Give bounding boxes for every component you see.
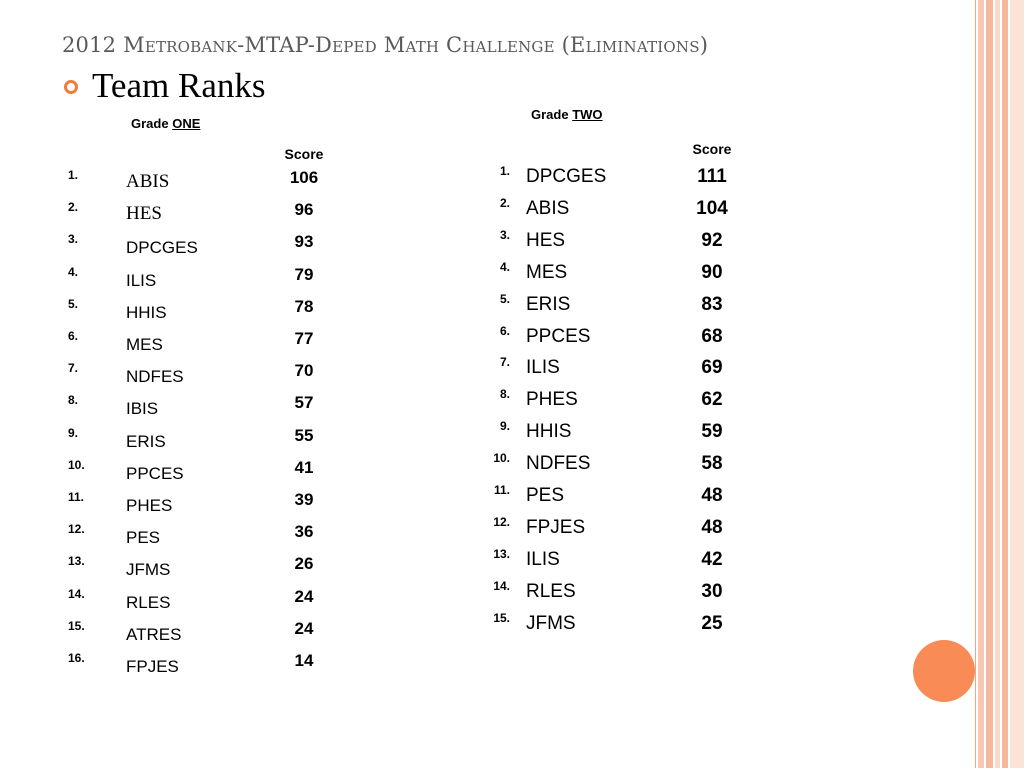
team-name: NDFES — [526, 453, 591, 475]
team-score: 14 — [294, 651, 314, 670]
team-name: MES — [526, 261, 568, 283]
rank-number: 13. — [68, 554, 85, 569]
grade-two-score-header: Score — [692, 141, 732, 157]
table-row — [0, 651, 760, 681]
team-name: PPCES — [126, 463, 184, 483]
team-name: DPCGES — [126, 238, 198, 258]
team-name: ILIS — [526, 357, 560, 379]
rank-number: 7. — [499, 355, 510, 370]
team-score: 70 — [294, 361, 314, 381]
rank-number: 5. — [499, 291, 510, 306]
team-name: PES — [126, 528, 161, 548]
team-score: 55 — [294, 425, 314, 445]
team-name: RLES — [526, 580, 576, 602]
decorative-stripe — [1010, 0, 1024, 768]
decorative-stripe — [986, 0, 993, 768]
team-name: ABIS — [126, 171, 170, 192]
rank-number: 12. — [68, 522, 85, 537]
team-name: ABIS — [526, 197, 570, 219]
decorative-divider — [975, 0, 976, 768]
team-score: 59 — [701, 421, 723, 443]
team-score: 69 — [701, 357, 723, 379]
bullet-icon — [64, 80, 78, 94]
table-row — [0, 164, 760, 194]
rank-number: 2. — [499, 195, 510, 210]
team-name: DPCGES — [526, 166, 607, 187]
table-row — [0, 355, 760, 385]
table-row — [0, 260, 760, 290]
team-score: 68 — [701, 325, 723, 347]
team-score: 62 — [701, 389, 723, 411]
rank-number: 4. — [499, 259, 510, 274]
team-name: HES — [526, 229, 566, 251]
team-name: PHES — [526, 389, 578, 411]
team-name: MES — [126, 335, 163, 354]
team-score: 30 — [701, 580, 723, 602]
grade-label-value: ONE — [172, 116, 201, 131]
rank-number: 16. — [68, 651, 85, 665]
team-name: FPJES — [126, 657, 179, 676]
team-name: ILIS — [126, 270, 157, 290]
team-name: ERIS — [126, 431, 166, 451]
team-score: 57 — [294, 393, 314, 413]
team-score: 79 — [294, 264, 314, 284]
rank-number: 2. — [68, 200, 79, 215]
rank-number: 1. — [68, 168, 79, 182]
team-name: RLES — [126, 592, 171, 612]
rank-number: 1. — [499, 164, 510, 178]
table-row — [0, 483, 760, 513]
table-row — [0, 324, 760, 354]
decorative-stripe — [1002, 0, 1008, 768]
team-score: 26 — [294, 554, 314, 574]
decorative-stripe — [995, 0, 1000, 768]
decorative-circle — [913, 640, 975, 702]
team-score: 106 — [289, 168, 319, 187]
rank-number: 15. — [68, 618, 85, 633]
slide-subtitle: Team Ranks — [92, 66, 266, 105]
team-name: ILIS — [526, 548, 560, 570]
team-score: 92 — [701, 229, 723, 251]
team-score: 24 — [294, 586, 314, 606]
rank-number: 10. — [493, 451, 510, 466]
rank-number: 6. — [68, 329, 79, 343]
rank-number: 14. — [493, 578, 510, 593]
rank-number: 12. — [493, 514, 510, 529]
team-name: HHIS — [526, 421, 572, 443]
team-name: ERIS — [526, 293, 571, 315]
team-name: PES — [526, 485, 565, 506]
rank-number: 5. — [68, 296, 79, 311]
rank-number: 13. — [493, 546, 510, 561]
grade-one-score-header: Score — [284, 146, 324, 162]
grade-label-value: TWO — [572, 107, 603, 122]
rank-number: 11. — [493, 483, 510, 497]
table-row — [0, 196, 760, 226]
team-score: 83 — [701, 293, 723, 315]
team-score: 111 — [697, 166, 727, 187]
table-row — [0, 547, 760, 577]
rank-number: 8. — [499, 387, 510, 402]
team-name: JFMS — [126, 560, 171, 580]
rank-number: 14. — [68, 586, 85, 601]
team-score: 48 — [701, 516, 723, 538]
table-row — [0, 611, 760, 641]
team-score: 96 — [294, 200, 314, 220]
team-score: 104 — [696, 197, 728, 219]
rank-number: 15. — [493, 610, 510, 625]
team-name: PHES — [126, 496, 173, 515]
team-score: 78 — [294, 296, 314, 316]
team-score: 25 — [701, 612, 723, 634]
slide-title: 2012 Metrobank-MTAP-Deped Math Challenge (Eliminations) — [62, 33, 709, 57]
grade-label-prefix: Grade — [131, 116, 169, 131]
grade-two-label — [531, 107, 603, 122]
team-name: FPJES — [526, 516, 586, 538]
team-name: ATRES — [126, 624, 182, 644]
team-name: HES — [126, 203, 162, 225]
rank-number: 6. — [499, 323, 510, 338]
team-name: PPCES — [526, 325, 591, 347]
rank-number: 9. — [68, 425, 79, 440]
team-score: 93 — [294, 232, 314, 252]
table-row — [0, 451, 760, 481]
table-row — [0, 228, 760, 258]
table-row — [0, 387, 760, 417]
team-score: 90 — [701, 261, 723, 283]
rank-number: 7. — [68, 361, 79, 376]
grade-label-prefix: Grade — [531, 107, 569, 122]
team-score: 48 — [701, 485, 723, 506]
table-row — [0, 419, 760, 449]
team-name: IBIS — [126, 399, 159, 419]
team-score: 39 — [294, 490, 314, 509]
team-name: NDFES — [126, 367, 184, 387]
team-name: HHIS — [126, 302, 167, 322]
decorative-stripe — [978, 0, 984, 768]
table-row — [0, 515, 760, 545]
team-score: 42 — [701, 548, 723, 570]
rank-number: 10. — [68, 457, 85, 472]
team-score: 58 — [701, 453, 723, 475]
rank-number: 3. — [499, 227, 510, 242]
team-name: JFMS — [526, 612, 576, 634]
rank-number: 3. — [68, 232, 79, 247]
table-row — [0, 292, 760, 322]
rank-number: 8. — [68, 393, 79, 408]
team-score: 41 — [294, 457, 314, 477]
rank-number: 9. — [499, 419, 510, 434]
team-score: 77 — [294, 329, 314, 348]
table-row — [0, 579, 760, 609]
rank-number: 4. — [68, 264, 79, 279]
rank-number: 11. — [68, 490, 85, 504]
team-score: 24 — [294, 618, 314, 638]
grade-one-label — [131, 116, 200, 131]
team-score: 36 — [294, 522, 314, 542]
